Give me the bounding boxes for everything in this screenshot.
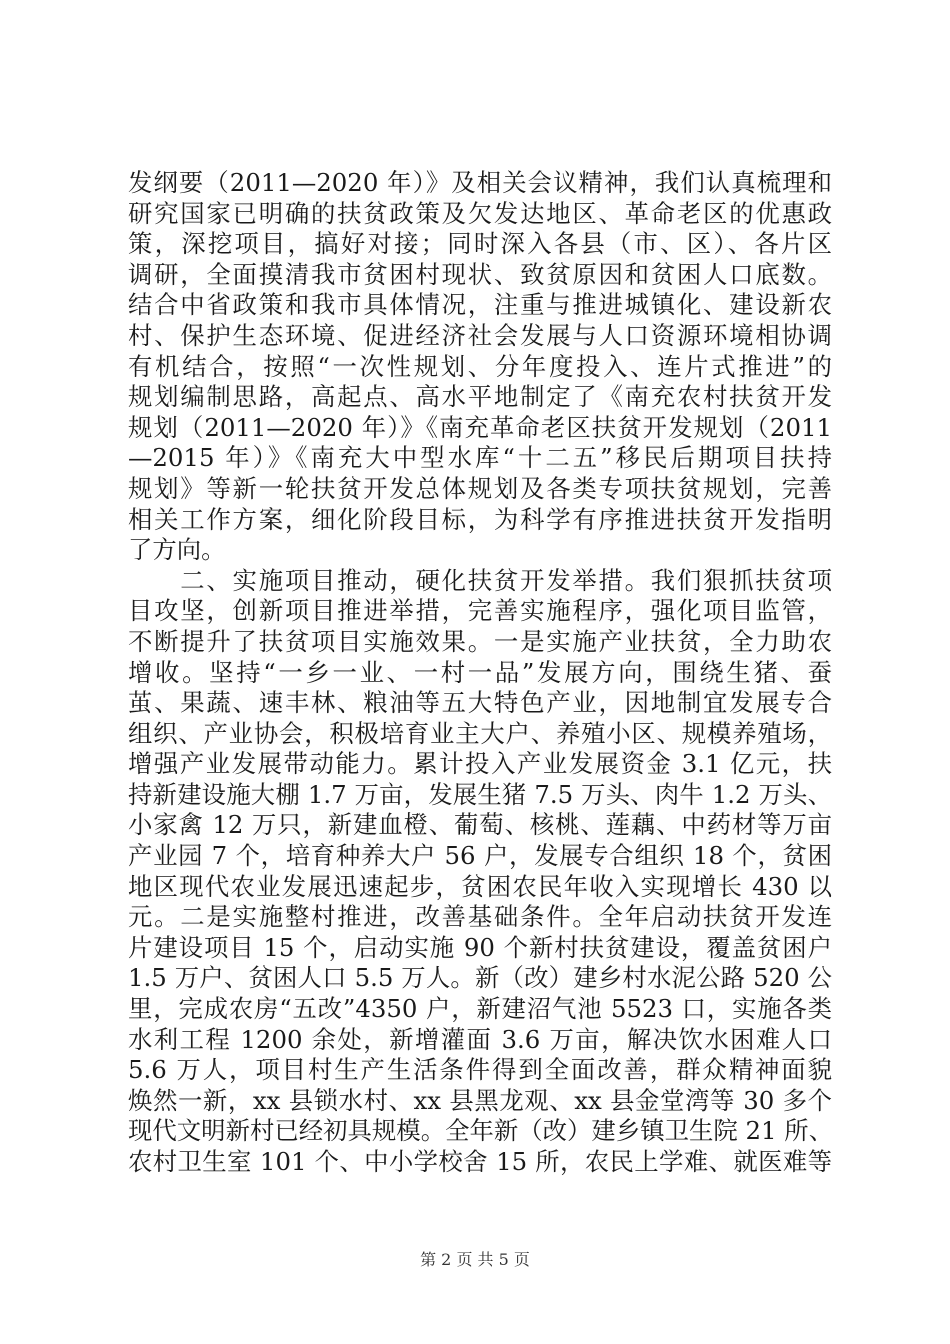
text-line: 策，深挖项目，搞好对接；同时深入各县（市、区）、各片区 — [128, 229, 832, 259]
text-line: 焕然一新，xx 县锁水村、xx 县黑龙观、xx 县金堂湾等 30 多个 — [128, 1085, 832, 1115]
text-line: 研究国家已明确的扶贫政策及欠发达地区、革命老区的优惠政 — [128, 198, 832, 228]
text-line: 了方向。 — [128, 535, 226, 565]
text-line: 规划编制思路，高起点、高水平地制定了《南充农村扶贫开发 — [128, 382, 832, 412]
page-footer: 第 2 页 共 5 页 — [420, 1250, 530, 1269]
text-line: 地区现代农业发展迅速起步，贫困农民年收入实现增长 430 以 — [128, 871, 832, 901]
text-line: 相关工作方案，细化阶段目标，为科学有序推进扶贫开发指明 — [128, 504, 832, 534]
text-line: 组织、产业协会，积极培育业主大户、养殖小区、规模养殖场， — [128, 718, 832, 748]
text-line: 规划》等新一轮扶贫开发总体规划及各类专项扶贫规划，完善 — [128, 473, 832, 503]
text-line: 有机结合，按照“一次性规划、分年度投入、连片式推进”的 — [128, 351, 832, 381]
text-line: 村、保护生态环境、促进经济社会发展与人口资源环境相协调 — [128, 320, 832, 350]
text-line: 目攻坚，创新项目推进举措，完善实施程序，强化项目监管， — [128, 596, 832, 626]
text-line: 水利工程 1200 余处，新增灌面 3.6 万亩，解决饮水困难人口 — [128, 1024, 832, 1054]
text-line: 1.5 万户、贫困人口 5.5 万人。新（改）建乡村水泥公路 520 公 — [128, 963, 832, 993]
text-line: 里，完成农房“五改”4350 户，新建沼气池 5523 口，实施各类 — [128, 994, 832, 1024]
text-line: 小家禽 12 万只，新建血橙、葡萄、核桃、莲藕、中药材等万亩 — [128, 810, 832, 840]
text-line: —2015 年）》《南充大中型水库“十二五”移民后期项目扶持 — [128, 443, 832, 473]
text-line: 二、实施项目推动，硬化扶贫开发举措。我们狠抓扶贫项 — [128, 565, 832, 595]
body-text — [128, 168, 832, 1178]
text-line: 调研，全面摸清我市贫困村现状、致贫原因和贫困人口底数。 — [128, 259, 832, 289]
text-line: 不断提升了扶贫项目实施效果。一是实施产业扶贫，全力助农 — [128, 626, 832, 656]
text-line: 规划（2011—2020 年）》《南充革命老区扶贫开发规划（2011 — [128, 412, 832, 442]
text-line: 元。二是实施整村推进，改善基础条件。全年启动扶贫开发连 — [128, 902, 832, 932]
text-line: 发纲要（2011—2020 年）》及相关会议精神，我们认真梳理和 — [128, 168, 832, 197]
text-line: 片建设项目 15 个，启动实施 90 个新村扶贫建设，覆盖贫困户 — [128, 932, 832, 962]
text-line: 结合中省政策和我市具体情况，注重与推进城镇化、建设新农 — [128, 290, 832, 320]
text-line: 现代文明新村已经初具规模。全年新（改）建乡镇卫生院 21 所、 — [128, 1116, 834, 1146]
text-line: 农村卫生室 101 个、中小学校舍 15 所，农民上学难、就医难等 — [128, 1147, 832, 1176]
text-line: 5.6 万人，项目村生产生活条件得到全面改善，群众精神面貌 — [128, 1055, 832, 1085]
text-line: 增强产业发展带动能力。累计投入产业发展资金 3.1 亿元，扶 — [128, 749, 832, 779]
text-line: 增收。坚持“一乡一业、一村一品”发展方向，围绕生猪、蚕 — [128, 657, 832, 687]
text-line: 产业园 7 个，培育种养大户 56 户，发展专合组织 18 个，贫困 — [128, 841, 832, 871]
text-line: 持新建设施大棚 1.7 万亩，发展生猪 7.5 万头、肉牛 1.2 万头、 — [128, 779, 832, 809]
text-line: 茧、果蔬、速丰林、粮油等五大特色产业，因地制宜发展专合 — [128, 688, 832, 718]
